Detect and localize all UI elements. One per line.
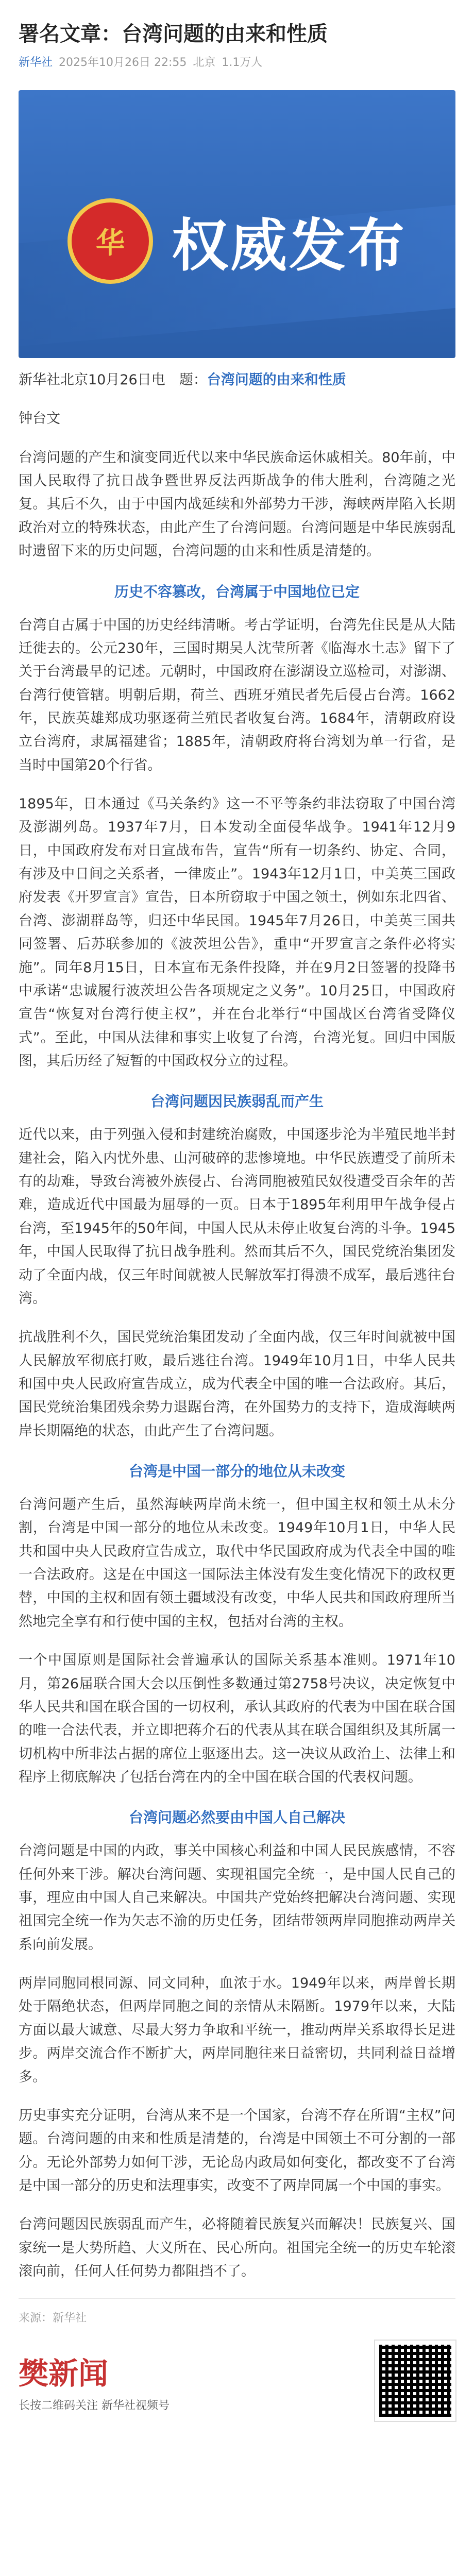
article-title: 署名文章：台湾问题的由来和性质 — [19, 22, 328, 46]
banner-text: 权威发布 — [172, 212, 407, 279]
paragraph: 一个中国原则是国际社会普遍承认的国际关系基本准则。1971年10月，第26届联合国大会以压倒性多数通过第2758号决议，决定恢复中华人民共和国在联合国的一切权利，承认其政府的代表为中国在联合国的唯一合法代表，并立即把蒋介石的代表从其在联合国组织及其所属一切机构中所非法占据的席位上驱逐出去。这一决议从政治上、法律上和程序上彻底解决了包括台湾在内的全中国在联合国的代表权问题。 — [19, 1652, 455, 1785]
section-heading: 台湾是中国一部分的地位从未改变 — [128, 1463, 345, 1480]
paragraph: 台湾问题产生后，虽然海峡两岸尚未统一，但中国主权和领土从未分割，台湾是中国一部分的地位从未改变。1949年10月1日，中华人民共和国中央人民政府宣告成立，取代中华民国政府成为代表全中国的唯一合法政府。这是在中国这一国际法主体没有发生变化情况下的政权更替，中国的主权和固有领土疆域没有改变，中华人民共和国政府理所当然地完全享有和行使中国的主权，包括对台湾的主权。 — [19, 1497, 455, 1630]
footer-source: 来源：新华社 — [19, 2312, 87, 2325]
article-meta — [19, 54, 455, 70]
intro-line — [19, 368, 455, 392]
paragraph: 抗战胜利不久，国民党统治集团发动了全面内战，仅三年时间就被中国人民解放军彻底打败，最后逃往台湾。1949年10月1日，中华人民共和国中央人民政府宣告成立，成为代表全中国的唯一合法政府。其后，国民党统治集团残余势力退踞台湾，在外国势力的支持下，造成海峡两岸长期隔绝的状态，由此产生了台湾问题。 — [19, 1329, 455, 1439]
section-heading: 历史不容篡改，台湾属于中国地位已定 — [114, 583, 360, 600]
intro-prefix: 新华社北京10月26日电 题： — [19, 372, 207, 388]
banner-image — [19, 90, 455, 358]
article-reads: 1.1万人 — [222, 56, 263, 69]
banner-inner — [19, 198, 455, 284]
brand-logo: 樊新闻 — [19, 2355, 109, 2391]
article-datetime: 2025年10月26日 22:55 — [59, 56, 187, 69]
footer-brand-block — [19, 2341, 455, 2421]
section-heading: 台湾问题必然要由中国人自己解决 — [128, 1809, 345, 1826]
paragraph: 历史事实充分证明，台湾从来不是一个国家，台湾不存在所谓“主权”问题。台湾问题的由来和性质是清楚的，台湾是中国领土不可分割的一部分。无论外部势力如何干涉，无论岛内政局如何变化，都改变不了台湾是中国一部分的历史和法理事实，改变不了两岸同属一个中国的事实。 — [19, 2107, 455, 2194]
article-region: 北京 — [193, 56, 216, 69]
article-source[interactable]: 新华社 — [19, 56, 53, 69]
paragraph: 1895年，日本通过《马关条约》这一不平等条约非法窃取了中国台湾及澎湖列岛。1937年7月，日本发动全面侵华战争。1941年12月9日，中国政府发布对日宣战布告，宣告“所有一切条约、协定、合同，有涉及中日间之关系者，一律废止”。1943年12月1日，中美英三国政府发表《开罗宣言》宣告，日本所窃取于中国之领土，例如东北四省、台湾、澎湖群岛等，归还中华民国。1945年7月26日，中美英三国共同签署、后苏联参加的《波茨坦公告》，重申“开罗宣言之条件必将实施”。同年8月15日，日本宣布无条件投降，并在9月2日签署的投降书中承诺“忠诚履行波茨坦公告各项规定之义务”。10月25日，中国政府宣告“恢复对台湾行使主权”，并在台北举行“中国战区台湾省受降仪式”。至此，中国从法律和事实上收复了台湾，台湾光复。回归中国版图，其后历经了短暂的中国政权分立的过程。 — [19, 796, 455, 1069]
intro-headline: 台湾问题的由来和性质 — [207, 372, 346, 388]
qr-code-icon[interactable] — [375, 2341, 455, 2421]
paragraph: 两岸同胞同根同源、同文同种，血浓于水。1949年以来，两岸曾长期处于隔绝状态，但两岸同胞之间的亲情从未隔断。1979年以来，大陆方面以最大诚意、尽最大努力争取和平统一，推动两岸关系取得长足进步。两岸交流合作不断扩大，两岸同胞往来日益密切，共同利益日益增多。 — [19, 1975, 455, 2085]
brand-subtitle: 长按二维码关注 新华社视频号 — [19, 2399, 170, 2412]
emblem-icon: 华 — [67, 198, 153, 284]
article-body — [0, 368, 474, 2283]
article-header — [0, 0, 474, 80]
author-line: 钟台文 — [19, 411, 60, 427]
paragraph: 台湾问题是中国的内政，事关中国核心利益和中国人民民族感情，不容任何外来干涉。解决台湾问题、实现祖国完全统一，是中国人民自己的事，理应由中国人自己来解决。中国共产党始终把解决台湾问题、实现祖国完全统一作为矢志不渝的历史任务，团结带领两岸同胞推动两岸关系向前发展。 — [19, 1843, 455, 1953]
paragraph: 台湾自古属于中国的历史经纬清晰。考古学证明，台湾先住民是从大陆迁徙去的。公元230年，三国时期吴人沈莹所著《临海水土志》留下了关于台湾最早的记述。元朝时，中国政府在澎湖设立巡检司，对澎湖、台湾行使管辖。明朝后期，荷兰、西班牙殖民者先后侵占台湾。1662年，民族英雄郑成功驱逐荷兰殖民者收复台湾。1684年，清朝政府设立台湾府，隶属福建省；1885年，清朝政府将台湾划为单一行省，是当时中国第20个行省。 — [19, 617, 455, 773]
paragraph: 台湾问题因民族弱乱而产生，必将随着民族复兴而解决！民族复兴、国家统一是大势所趋、大义所在、民心所向。祖国完全统一的历史车轮滚滚向前，任何人任何势力都阻挡不了。 — [19, 2216, 455, 2280]
section-heading: 台湾问题因民族弱乱而产生 — [150, 1093, 324, 1110]
paragraph: 台湾问题的产生和演变同近代以来中华民族命运休戚相关。80年前，中国人民取得了抗日战争暨世界反法西斯战争的伟大胜利，台湾随之光复。其后不久，由于中国内战延续和外部势力干涉，海峡两岸陷入长期政治对立的特殊状态，由此产生了台湾问题。台湾问题是中华民族弱乱时遗留下来的历史问题，台湾问题的由来和性质是清楚的。 — [19, 449, 455, 560]
paragraph: 近代以来，由于列强入侵和封建统治腐败，中国逐步沦为半殖民地半封建社会，陷入内忧外患、山河破碎的悲惨境地。中华民族遭受了前所未有的劫难，导致台湾被外族侵占、台湾同胞被殖民奴役遭受百余年的苦难，造成近代中国最为屈辱的一页。日本于1895年利用甲午战争侵占台湾，至1945年的50年间，中国人民从未停止收复台湾的斗争。1945年，中国人民取得了抗日战争胜利。然而其后不久，国民党统治集团发动了全面内战，仅三年时间就被人民解放军打得溃不成军，最后逃往台湾。 — [19, 1127, 455, 1307]
brand — [19, 2349, 170, 2413]
